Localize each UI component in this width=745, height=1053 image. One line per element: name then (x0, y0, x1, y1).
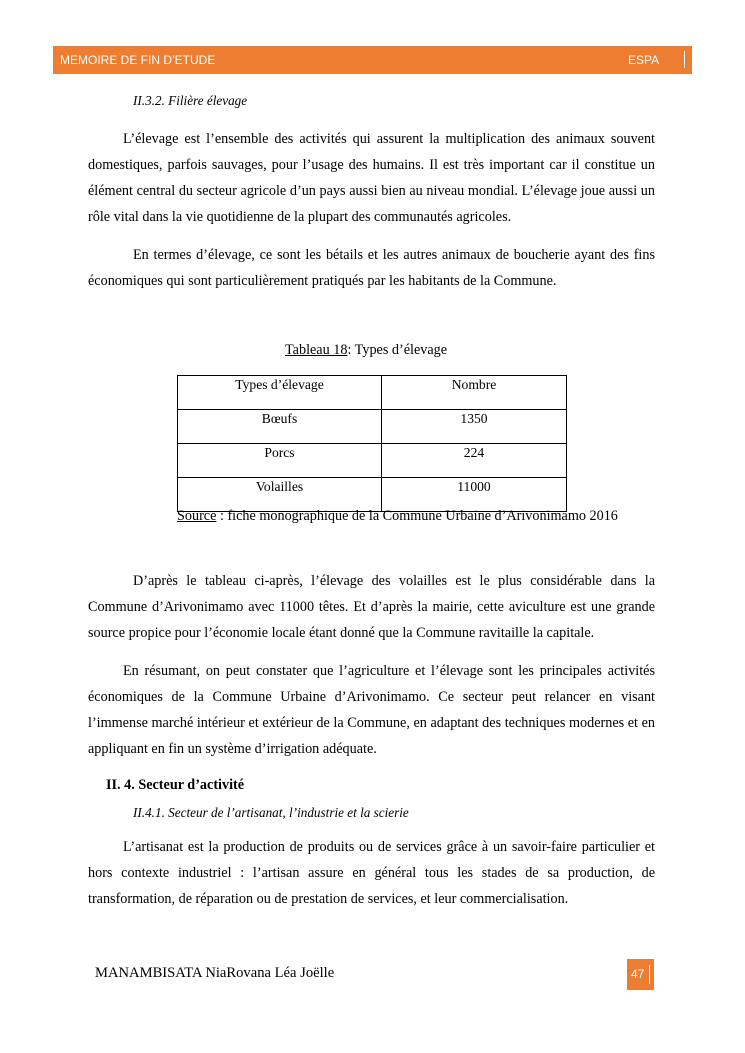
table-header-row (178, 376, 567, 410)
table-cell: Bœufs (178, 410, 382, 444)
table-cell: Porcs (178, 444, 382, 478)
table-caption-text: : Types d’élevage (347, 342, 448, 358)
table-cell: Volailles (178, 478, 382, 512)
paragraph: L’artisanat est la production de produits ou de services grâce à un savoir-faire particulier et hors contexte industriel : l’artisan assure en général tous les stades de sa production, de transformation, de réparation ou de prestation de services, et leur commercialisation. (88, 839, 655, 907)
page-number-text: 47 (631, 967, 645, 981)
paragraph: L’élevage est l’ensemble des activités qui assurent la multiplication des animaux souvent domestiques, parfois sauvages, pour l’usage des humains. Il est très important car il constitue un élément central du secteur agricole d’un pays aussi bien au niveau mondial. L’élevage joue aussi un rôle vital dans la vie quotidienne de la plupart des communautés agricoles. (88, 131, 655, 225)
section-analysis (88, 568, 655, 912)
section-heading: II. 4. Secteur d’activité (106, 777, 245, 793)
header-title: MEMOIRE DE FIN D’ETUDE (60, 53, 216, 67)
page-number-divider (649, 965, 650, 984)
table-row (178, 444, 567, 478)
table-caption-label: Tableau 18 (285, 342, 348, 358)
page-number (627, 959, 654, 990)
column-header: Nombre (382, 376, 567, 410)
subsection-heading: II.3.2. Filière élevage (133, 93, 248, 108)
source-text: : fiche monographique de la Commune Urbaine d’Arivonimamo 2016 (216, 508, 618, 524)
header-divider (684, 51, 685, 68)
footer-author: MANAMBISATA NiaRovana Léa Joëlle (95, 965, 335, 981)
table-caption (285, 342, 447, 359)
livestock-table (177, 375, 567, 512)
subsection-heading: II.4.1. Secteur de l’artisanat, l’industrie et la scierie (133, 805, 409, 820)
column-header: Types d’élevage (178, 376, 382, 410)
paragraph: En résumant, on peut constater que l’agriculture et l’élevage sont les principales activités économiques de la Commune Urbaine d’Arivonimamo. Ce secteur peut relancer en visant l’immense marché intérieur et extérieur de la Commune, en adaptant des techniques modernes et en appliquant en fin un système d’irrigation adéquate. (88, 663, 655, 757)
header-school: ESPA (628, 53, 660, 67)
table-cell: 11000 (382, 478, 567, 512)
source-label: Source (177, 508, 217, 524)
table-cell: 1350 (382, 410, 567, 444)
table-row (178, 478, 567, 512)
table-row (178, 410, 567, 444)
table-source (177, 508, 618, 525)
table-cell: 224 (382, 444, 567, 478)
paragraph: D’après le tableau ci-après, l’élevage des volailles est le plus considérable dans la Commune d’Arivonimamo avec 11000 têtes. Et d’après la mairie, cette aviculture est une grande source propice pour l’économie locale étant donné que la Commune ravitaille la capitale. (88, 573, 655, 641)
paragraph: En termes d’élevage, ce sont les bétails et les autres animaux de boucherie ayant des fins économiques qui sont particulièrement pratiqués par les habitants de la Commune. (88, 247, 655, 289)
section-elevage (88, 90, 655, 294)
page-header (53, 46, 692, 74)
